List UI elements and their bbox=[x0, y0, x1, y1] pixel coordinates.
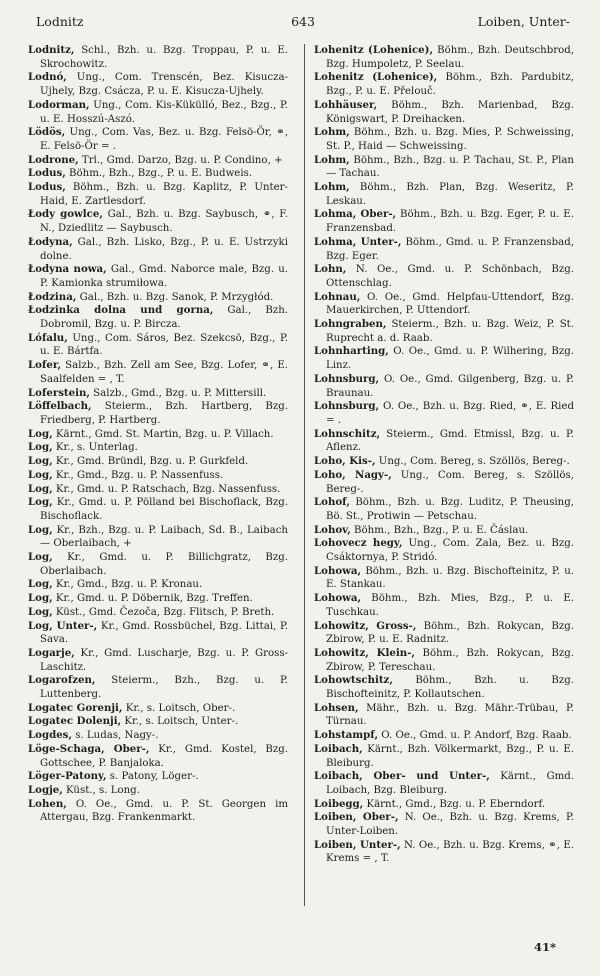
gazetteer-entry bbox=[314, 345, 574, 372]
entry-headword: Lohstampf, bbox=[314, 729, 379, 742]
entry-headword: Lohnsburg, bbox=[314, 372, 380, 385]
entry-details: Trl., Gmd. Darzo, Bzg. u. P. Condino, + bbox=[78, 154, 283, 166]
gazetteer-entry bbox=[28, 551, 288, 578]
entry-headword: Logarofzen, bbox=[28, 674, 96, 687]
entry-headword: Löffelbach, bbox=[28, 400, 92, 413]
entry-headword: Log, bbox=[28, 496, 53, 509]
entry-details: Kr., Gmd., Bzg. u. P. Nassenfuss. bbox=[52, 469, 224, 481]
entry-details: Böhm., Bzh. u. Bzg. Bischofteinitz, P. u. E. Stankau. bbox=[326, 565, 574, 591]
gazetteer-entry bbox=[314, 44, 574, 71]
entry-headword: Lohov, bbox=[314, 523, 351, 536]
entry-headword: Lohnau, bbox=[314, 290, 361, 303]
gazetteer-entry bbox=[28, 715, 288, 729]
entry-headword: Lohm, bbox=[314, 126, 350, 139]
entry-details: Kr., Gmd. Rossbüchel, Bzg. Littai, P. Sava. bbox=[40, 620, 288, 646]
entry-headword: Lohof, bbox=[314, 496, 350, 509]
entry-details: Ung., Com. Bereg, s. Szöllös, Bereg-. bbox=[326, 469, 575, 495]
gazetteer-entry bbox=[28, 798, 288, 825]
entry-headword: Löger-Patony, bbox=[28, 770, 107, 783]
gazetteer-entry bbox=[28, 428, 288, 442]
entry-headword: Lodnitz, bbox=[28, 44, 75, 56]
entry-details: O. Oe., Bzh. u. Bzg. Ried, ⚭, E. Ried = . bbox=[326, 401, 574, 426]
entry-details: Ung., Com. Bereg, s. Szöllös, Bereg-. bbox=[375, 456, 570, 468]
entry-headword: Logje, bbox=[28, 783, 63, 796]
entry-details: Kr., s. Unterlag. bbox=[52, 442, 138, 454]
entry-headword: Logdes, bbox=[28, 729, 72, 742]
gazetteer-entry bbox=[314, 469, 574, 496]
entry-headword: Lohowa, bbox=[314, 592, 362, 605]
gazetteer-entry bbox=[314, 839, 574, 866]
gazetteer-entry bbox=[28, 167, 288, 181]
entry-headword: Łodyna, bbox=[28, 235, 73, 248]
gazetteer-entry bbox=[28, 455, 288, 469]
gazetteer-entry bbox=[314, 565, 574, 592]
entry-details: Steierm., Gmd. Etmissl, Bzg. u. P. Aflenz. bbox=[326, 428, 574, 454]
entry-details: Kr., Bzh., Bzg. u. P. Laibach, Sd. B., Laibach — Oberlaibach, + bbox=[40, 524, 288, 550]
gazetteer-entry bbox=[28, 208, 288, 235]
entry-headword: Loibach, Ober- und Unter-, bbox=[314, 770, 490, 783]
entry-headword: Loho, Nagy-, bbox=[314, 468, 392, 481]
entry-headword: Logatec Dolenji, bbox=[28, 715, 122, 728]
entry-details: Böhm., Bzh., Bzg., P. u. E. Budweis. bbox=[65, 168, 253, 180]
entry-details: O. Oe., Gmd. Helpfau-Uttendorf, Bzg. Mauerkirchen, P. Uttendorf. bbox=[326, 291, 574, 317]
entry-headword: Logatec Gorenji, bbox=[28, 701, 123, 714]
entry-headword: Łodyna nowa, bbox=[28, 263, 107, 276]
entry-details: Kr., s. Loitsch, Ober-. bbox=[122, 702, 236, 714]
entry-details: Kärnt., Gmd. St. Martin, Bzg. u. P. Villach. bbox=[52, 428, 274, 440]
entry-details: Böhm., Bzh. Rokycan, Bzg. Zbirow, P. Tereschau. bbox=[326, 647, 574, 673]
column-divider bbox=[304, 44, 305, 906]
entry-headword: Lohen, bbox=[28, 797, 67, 810]
entry-headword: Log, bbox=[28, 482, 53, 495]
entry-details: N. Oe., Bzh. u. Bzg. Krems, ⚭, E. Krems = , T. bbox=[326, 839, 574, 865]
gazetteer-entry bbox=[314, 208, 574, 235]
entry-headword: Lohovecz hegy, bbox=[314, 537, 403, 550]
entry-details: Kärnt., Gmd., Bzg. u. P. Eberndorf. bbox=[363, 798, 546, 810]
entry-headword: Lohm, bbox=[314, 153, 350, 166]
gazetteer-entry bbox=[28, 387, 288, 401]
entry-headword: Lohma, Unter-, bbox=[314, 235, 402, 248]
gazetteer-entry bbox=[28, 291, 288, 305]
gazetteer-entry bbox=[28, 743, 288, 770]
entry-headword: Lodrone, bbox=[28, 153, 79, 166]
gazetteer-entry bbox=[28, 441, 288, 455]
gazetteer-entry bbox=[314, 455, 574, 469]
entry-headword: Loibegg, bbox=[314, 797, 364, 810]
entry-details: Böhm., Bzh. Deutschbrod, Bzg. Humpoletz, P. Seelau. bbox=[326, 45, 575, 70]
entry-headword: Log, bbox=[28, 468, 53, 481]
entry-details: Salzb., Bzh. Zell am See, Bzg. Lofer, ⚭, E. Saalfelden = , T. bbox=[40, 360, 288, 385]
entry-headword: Lohngraben, bbox=[314, 318, 387, 331]
gazetteer-entry bbox=[28, 483, 288, 497]
entry-details: s. Ludas, Nagy-. bbox=[71, 730, 159, 742]
gazetteer-entry bbox=[28, 181, 288, 208]
gazetteer-entry bbox=[28, 126, 288, 153]
entry-details: Ung., Com. Zala, Bez. u. Bzg. Csáktornya, P. Stridó. bbox=[326, 538, 574, 564]
entry-headword: Łodzinka dolna und gorna, bbox=[28, 304, 214, 317]
entry-details: Steierm., Bzh., Bzg. u. P. Luttenberg. bbox=[40, 675, 288, 701]
gazetteer-entry bbox=[28, 71, 288, 98]
gazetteer-entry bbox=[28, 784, 288, 798]
entry-details: Kärnt., Gmd. Loibach, Bzg. Bleiburg. bbox=[326, 771, 574, 796]
entry-details: O. Oe., Gmd. Gilgenberg, Bzg. u. P. Braunau. bbox=[326, 373, 574, 399]
entry-details: Gal., Bzh. u. Bzg. Saybusch, ⚭, F. N., Dziedlitz — Saybusch. bbox=[40, 209, 288, 235]
entry-details: Gal., Bzh. Lisko, Bzg., P. u. E. Ustrzyki dolne. bbox=[40, 236, 288, 262]
gazetteer-entry bbox=[28, 702, 288, 716]
entry-headword: Lohhäuser, bbox=[314, 98, 378, 111]
entry-headword: Log, bbox=[28, 455, 53, 468]
entry-details: Kr., s. Loitsch, Unter-. bbox=[121, 716, 239, 728]
page-number: 643 bbox=[291, 14, 315, 29]
gazetteer-entry bbox=[314, 236, 574, 263]
entry-headword: Lohenitz (Lohenice), bbox=[314, 71, 438, 84]
gazetteer-entry bbox=[314, 798, 574, 812]
entry-headword: Log, bbox=[28, 523, 53, 536]
entry-details: Küst., Gmd. Čezoča, Bzg. Flitsch, P. Breth. bbox=[52, 606, 275, 618]
gazetteer-entry bbox=[28, 524, 288, 551]
entry-details: Böhm., Bzh., Bzg. u. P. Tachau, St. P., Plan — Tachau. bbox=[326, 154, 574, 180]
entry-details: Ung., Com. Vas, Bez. u. Bzg. Felsö-Ör, ⚭, E. Felsö-Ör = . bbox=[40, 127, 288, 152]
entry-details: Kr., Gmd. Luscharje, Bzg. u. P. Gross-Laschitz. bbox=[40, 647, 288, 673]
entry-details: N. Oe., Bzh. u. Bzg. Krems, P. Unter-Loiben. bbox=[326, 812, 574, 838]
entry-details: Ung., Com. Trenscén, Bez. Kisucza-Ujhely, Bzg. Csácza, P. u. E. Kisucza-Ujhely. bbox=[40, 72, 288, 98]
gazetteer-entry bbox=[314, 537, 574, 564]
entry-headword: Lófalu, bbox=[28, 331, 68, 344]
entry-headword: Loiben, Ober-, bbox=[314, 811, 399, 824]
entry-details: O. Oe., Gmd. u. P. Andorf, Bzg. Raab. bbox=[378, 730, 572, 742]
gazetteer-entry bbox=[314, 318, 574, 345]
page-header bbox=[36, 14, 570, 38]
entry-headword: Loibach, bbox=[314, 742, 363, 755]
entry-headword: Lodus, bbox=[28, 167, 66, 180]
entry-details: Steierm., Bzh. u. Bzg. Weiz, P. St. Ruprecht a. d. Raab. bbox=[326, 319, 574, 344]
entry-details: Kärnt., Bzh. Völkermarkt, Bzg., P. u. E. Bleiburg. bbox=[326, 743, 574, 769]
entry-headword: Log, bbox=[28, 592, 53, 605]
entry-headword: Log, bbox=[28, 605, 53, 618]
gazetteer-entry bbox=[314, 373, 574, 400]
gazetteer-entry bbox=[314, 811, 574, 838]
gazetteer-entry bbox=[28, 332, 288, 359]
entry-headword: Log, Unter-, bbox=[28, 619, 98, 632]
gazetteer-entry bbox=[28, 647, 288, 674]
entry-headword: Lödös, bbox=[28, 126, 66, 139]
gazetteer-entry bbox=[314, 400, 574, 427]
gazetteer-entry bbox=[28, 469, 288, 483]
gazetteer-entry bbox=[28, 729, 288, 743]
gazetteer-entry bbox=[28, 236, 288, 263]
entry-details: Schl., Bzh. u. Bzg. Troppau, P. u. E. Skrochowitz. bbox=[40, 45, 288, 70]
gazetteer-entry bbox=[314, 263, 574, 290]
entry-details: Ung., Com. Kis-Kükülló, Bez., Bzg., P. u. E. Hosszú-Aszó. bbox=[40, 99, 288, 125]
gazetteer-entry bbox=[314, 291, 574, 318]
entry-details: s. Patony, Löger-. bbox=[106, 771, 199, 783]
entry-details: Böhm., Gmd. u. P. Franzensbad, Bzg. Eger. bbox=[326, 236, 574, 262]
entry-headword: Lohnschitz, bbox=[314, 427, 381, 440]
entry-headword: Loferstein, bbox=[28, 386, 90, 399]
gazetteer-entry bbox=[314, 524, 574, 538]
entry-headword: Log, bbox=[28, 427, 53, 440]
entry-details: Böhm., Bzh. Plan, Bzg. Weseritz, P. Leskau. bbox=[326, 182, 574, 207]
entry-headword: Lohn, bbox=[314, 263, 347, 276]
gazetteer-entry bbox=[314, 743, 574, 770]
entry-headword: Lohowitz, Klein-, bbox=[314, 646, 415, 659]
gazetteer-entry bbox=[314, 154, 574, 181]
entry-headword: Lofer, bbox=[28, 359, 61, 372]
entry-headword: Lohnsburg, bbox=[314, 400, 380, 413]
entry-headword: Łodzina, bbox=[28, 290, 77, 303]
entry-headword: Lohma, Ober-, bbox=[314, 208, 397, 221]
entry-headword: Log, bbox=[28, 551, 53, 564]
entry-details: Böhm., Bzh. Pardubitz, Bzg., P. u. E. Přelouč. bbox=[326, 72, 574, 98]
entry-headword: Lohnharting, bbox=[314, 345, 389, 358]
gazetteer-entry bbox=[314, 71, 574, 98]
entry-details: Kr., Gmd. Bründl, Bzg. u. P. Gurkfeld. bbox=[52, 456, 249, 468]
entry-details: Salzb., Gmd., Bzg. u. P. Mittersill. bbox=[89, 387, 267, 399]
gazetteer-entry bbox=[28, 578, 288, 592]
entry-headword: Loiben, Unter-, bbox=[314, 838, 401, 851]
gazetteer-entry bbox=[28, 400, 288, 427]
gazetteer-entry bbox=[314, 99, 574, 126]
right-column bbox=[314, 44, 574, 866]
gazetteer-entry bbox=[314, 620, 574, 647]
entry-headword: Lohowitz, Gross-, bbox=[314, 619, 417, 632]
gazetteer-entry bbox=[314, 126, 574, 153]
gazetteer-entry bbox=[28, 496, 288, 523]
entry-headword: Lohm, bbox=[314, 181, 350, 194]
entry-headword: Lodnó, bbox=[28, 71, 67, 84]
gazetteer-entry bbox=[314, 729, 574, 743]
entry-details: Kr., Gmd. u. P. Pölland bei Bischoflack, Bzg. Bischoflack. bbox=[40, 497, 288, 522]
entry-details: Böhm., Bzh., Bzg., P. u. E. Čáslau. bbox=[350, 524, 529, 536]
entry-headword: Loho, Kis-, bbox=[314, 455, 376, 468]
entry-headword: Lodorman, bbox=[28, 98, 90, 111]
entry-headword: Lodus, bbox=[28, 181, 66, 194]
entry-details: Böhm., Bzh. Mies, Bzg., P. u. E. Tuschkau. bbox=[326, 593, 574, 618]
entry-details: N. Oe., Gmd. u. P. Schönbach, Bzg. Ottenschlag. bbox=[326, 264, 574, 289]
gazetteer-entry bbox=[314, 181, 574, 208]
entry-details: Kr., Gmd., Bzg. u. P. Kronau. bbox=[52, 579, 203, 591]
gazetteer-entry bbox=[28, 592, 288, 606]
gazetteer-entry bbox=[28, 770, 288, 784]
gazetteer-entry bbox=[28, 620, 288, 647]
signature-mark: 41* bbox=[533, 940, 556, 954]
entry-headword: Lohowa, bbox=[314, 564, 362, 577]
gazetteer-entry bbox=[314, 770, 574, 797]
gazetteer-entry bbox=[28, 674, 288, 701]
gazetteer-entry bbox=[314, 496, 574, 523]
gazetteer-entry bbox=[314, 674, 574, 701]
entry-details: O. Oe., Gmd. u. P. Wilhering, Bzg. Linz. bbox=[326, 346, 574, 372]
header-right-catchword: Loiben, Unter- bbox=[477, 14, 570, 29]
entry-headword: Löge-Schaga, Ober-, bbox=[28, 742, 150, 755]
header-left-catchword: Lodnitz bbox=[36, 14, 84, 29]
gazetteer-entry bbox=[314, 647, 574, 674]
entry-details: Gal., Gmd. Naborce male, Bzg. u. P. Kamionka strumiłowa. bbox=[40, 264, 289, 289]
entry-details: Kr., Gmd. u. P. Döbernik, Bzg. Treffen. bbox=[52, 593, 253, 605]
entry-details: Gal., Bzh. u. Bzg. Sanok, P. Mrzygłód. bbox=[76, 291, 274, 303]
entry-details: Böhm., Bzh. u. Bzg. Eger, P. u. E. Franzensbad. bbox=[326, 209, 574, 235]
entry-details: Böhm., Bzh. u. Bzg. Mies, P. Schweissing, St. P., Haid — Schweissing. bbox=[326, 127, 574, 152]
left-column bbox=[28, 44, 288, 825]
gazetteer-entry bbox=[28, 304, 288, 331]
entry-headword: Lohenitz (Lohenice), bbox=[314, 44, 434, 56]
entry-details: Böhm., Bzh. u. Bzg. Kaplitz, P. Unter-Haid, E. Zartlesdorf. bbox=[40, 182, 288, 207]
gazetteer-entry bbox=[314, 428, 574, 455]
entry-details: Kr., Gmd. Kostel, Bzg. Gottschee, P. Banjaloka. bbox=[40, 743, 288, 769]
entry-details: O. Oe., Gmd. u. P. St. Georgen im Attergau, Bzg. Frankenmarkt. bbox=[40, 798, 288, 824]
entry-headword: Log, bbox=[28, 578, 53, 591]
entry-details: Böhm., Bzh. u. Bzg. Bischofteinitz, P. Kollautschen. bbox=[326, 675, 574, 701]
entry-details: Böhm., Bzh. Marienbad, Bzg. Königswart, P. Dreihacken. bbox=[326, 99, 574, 125]
entry-details: Küst., s. Long. bbox=[62, 784, 140, 796]
entry-details: Kr., Gmd. u. P. Billichgratz, Bzg. Oberlaibach. bbox=[40, 552, 288, 577]
gazetteer-columns bbox=[28, 44, 576, 924]
entry-headword: Lohowtschitz, bbox=[314, 674, 393, 687]
gazetteer-entry bbox=[28, 263, 288, 290]
gazetteer-entry bbox=[28, 606, 288, 620]
entry-details: Böhm., Bzh. u. Bzg. Luditz, P. Theusing, Bö. St., Protiwin — Petschau. bbox=[326, 497, 574, 522]
entry-details: Ung., Com. Sáros, Bez. Szekcsö, Bzg., P. u. E. Bártfa. bbox=[40, 332, 288, 358]
gazetteer-entry bbox=[28, 359, 288, 386]
gazetteer-entry bbox=[28, 99, 288, 126]
entry-details: Böhm., Bzh. Rokycan, Bzg. Zbirow, P. u. E. Radnitz. bbox=[326, 620, 574, 646]
gazetteer-entry bbox=[28, 154, 288, 168]
gazetteer-entry bbox=[314, 702, 574, 729]
entry-headword: Logarje, bbox=[28, 646, 75, 659]
entry-headword: Lohsen, bbox=[314, 701, 359, 714]
entry-headword: Łody gowlce, bbox=[28, 208, 103, 221]
entry-details: Gal., Bzh. Dobromil, Bzg. u. P. Bircza. bbox=[40, 305, 288, 331]
gazetteer-entry bbox=[28, 44, 288, 71]
entry-headword: Log, bbox=[28, 441, 53, 454]
entry-details: Mähr., Bzh. u. Bzg. Mähr.-Trübau, P. Türnau. bbox=[326, 702, 574, 728]
entry-details: Kr., Gmd. u. P. Ratschach, Bzg. Nassenfuss. bbox=[52, 483, 281, 495]
entry-details: Steierm., Bzh. Hartberg, Bzg. Friedberg, P. Hartberg. bbox=[40, 401, 288, 426]
gazetteer-entry bbox=[314, 592, 574, 619]
